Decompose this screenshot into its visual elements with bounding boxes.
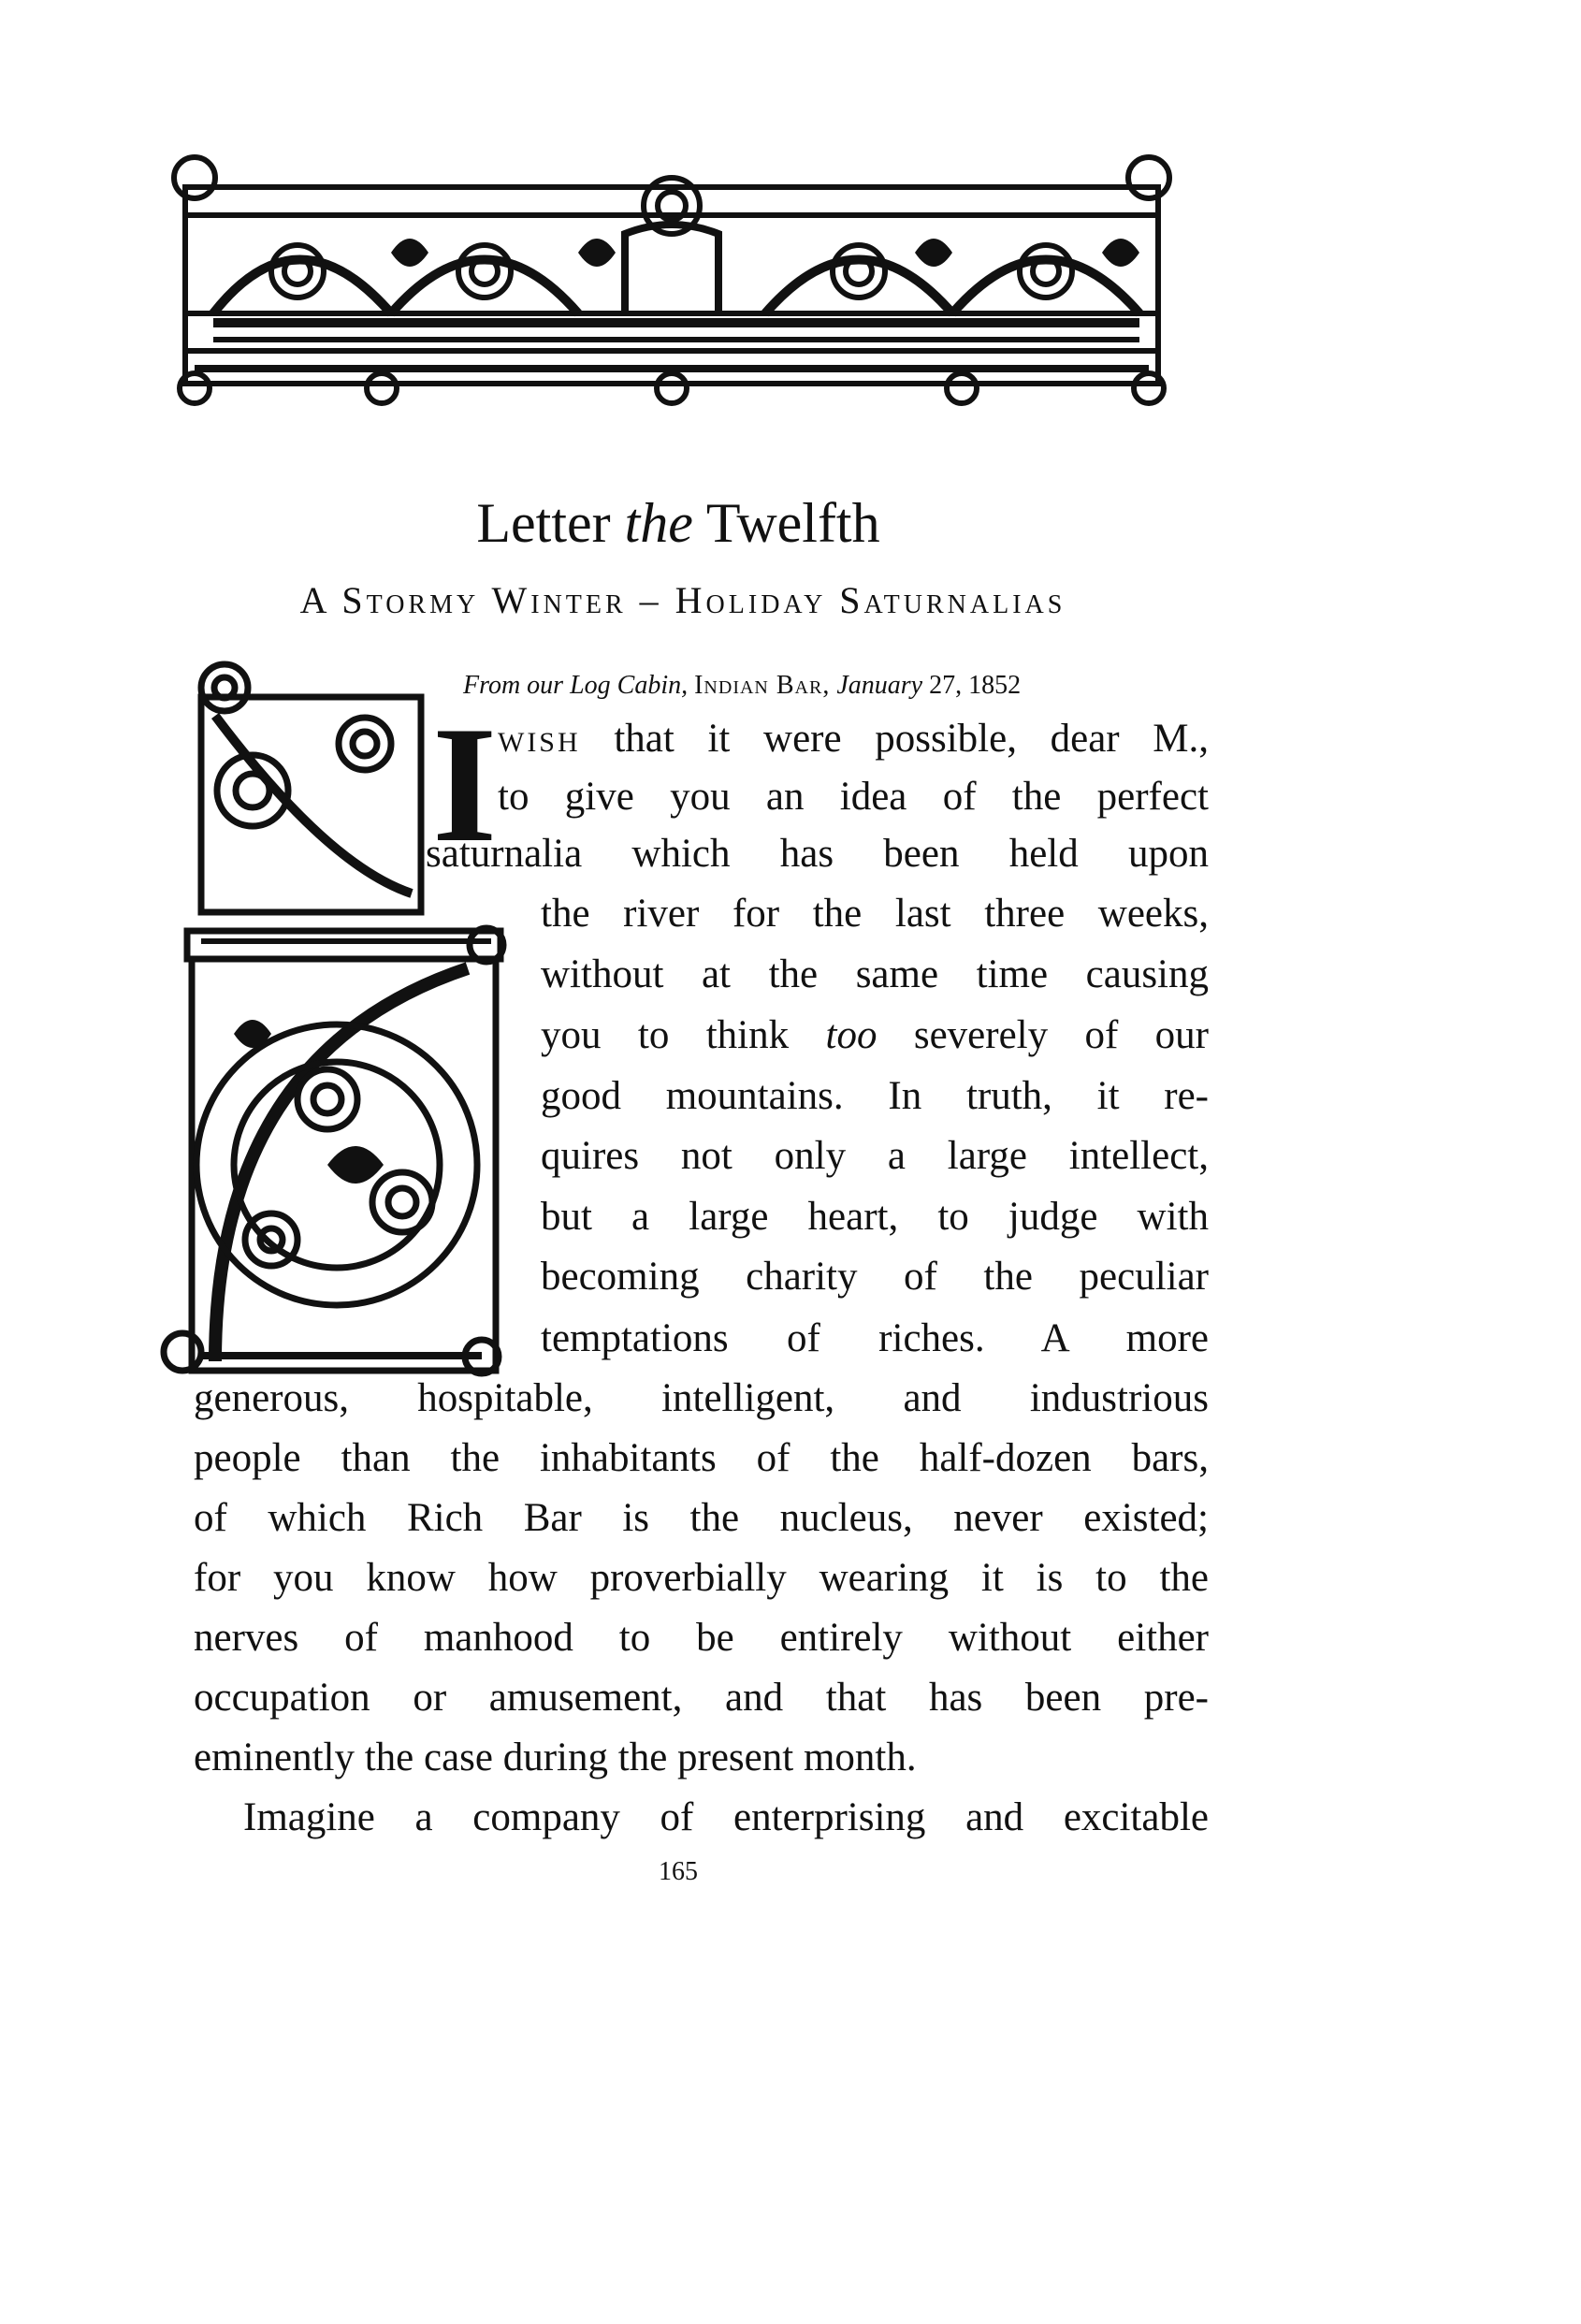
dateline-from: From our Log Cabin, bbox=[463, 671, 689, 700]
title-word-the: the bbox=[624, 492, 693, 554]
title-word-twelfth: Twelfth bbox=[705, 492, 880, 554]
text-line: temptations of riches. A more bbox=[541, 1316, 1209, 1360]
text-line: people than the inhabitants of the half-dozen bars, bbox=[194, 1436, 1209, 1480]
opening-word: wish bbox=[498, 717, 581, 761]
text-line: occupation or amusement, and that has been pre- bbox=[194, 1676, 1209, 1720]
text-line: the river for the last three weeks, bbox=[541, 892, 1209, 936]
text-line: of which Rich Bar is the nucleus, never existed; bbox=[194, 1496, 1209, 1540]
text-line: but a large heart, to judge with bbox=[541, 1195, 1209, 1239]
text-line: to give you an idea of the perfect bbox=[498, 775, 1209, 819]
text-line bbox=[498, 715, 1209, 763]
dateline-year: 27, 1852 bbox=[929, 671, 1022, 700]
text-line: becoming charity of the peculiar bbox=[541, 1255, 1209, 1299]
text-line: generous, hospitable, intelligent, and industrious bbox=[194, 1376, 1209, 1420]
chapter-title bbox=[0, 491, 1356, 556]
page-number: 165 bbox=[659, 1857, 698, 1886]
line-text: you to think bbox=[541, 1013, 790, 1057]
chapter-subtitle: A Stormy Winter – Holiday Saturnalias bbox=[299, 579, 1066, 621]
text-line: good mountains. In truth, it re- bbox=[541, 1074, 1209, 1118]
text-line: nerves of manhood to be entirely without either bbox=[194, 1616, 1209, 1660]
text-line: saturnalia which has been held upon bbox=[426, 832, 1209, 876]
text-line: quires not only a large intellect, bbox=[541, 1134, 1209, 1178]
emphasis-word: too bbox=[825, 1013, 878, 1057]
drop-cap: I bbox=[432, 691, 498, 877]
line-text: that it were possible, dear M., bbox=[614, 717, 1209, 761]
dateline-date: January bbox=[836, 671, 923, 700]
text-line: eminently the case during the present month. bbox=[194, 1736, 917, 1779]
title-word-letter: Letter bbox=[476, 492, 611, 554]
text-line bbox=[541, 1011, 1209, 1060]
ornamental-headband bbox=[157, 150, 1186, 412]
text-line: without at the same time causing bbox=[541, 952, 1209, 996]
line-text: severely of our bbox=[913, 1013, 1210, 1057]
dateline-place: Indian Bar, bbox=[694, 671, 831, 700]
text-line: for you know how proverbially wearing it is to the bbox=[194, 1556, 1209, 1600]
text-line: Imagine a company of enterprising and excitable bbox=[243, 1795, 1209, 1839]
dateline bbox=[463, 671, 1021, 701]
